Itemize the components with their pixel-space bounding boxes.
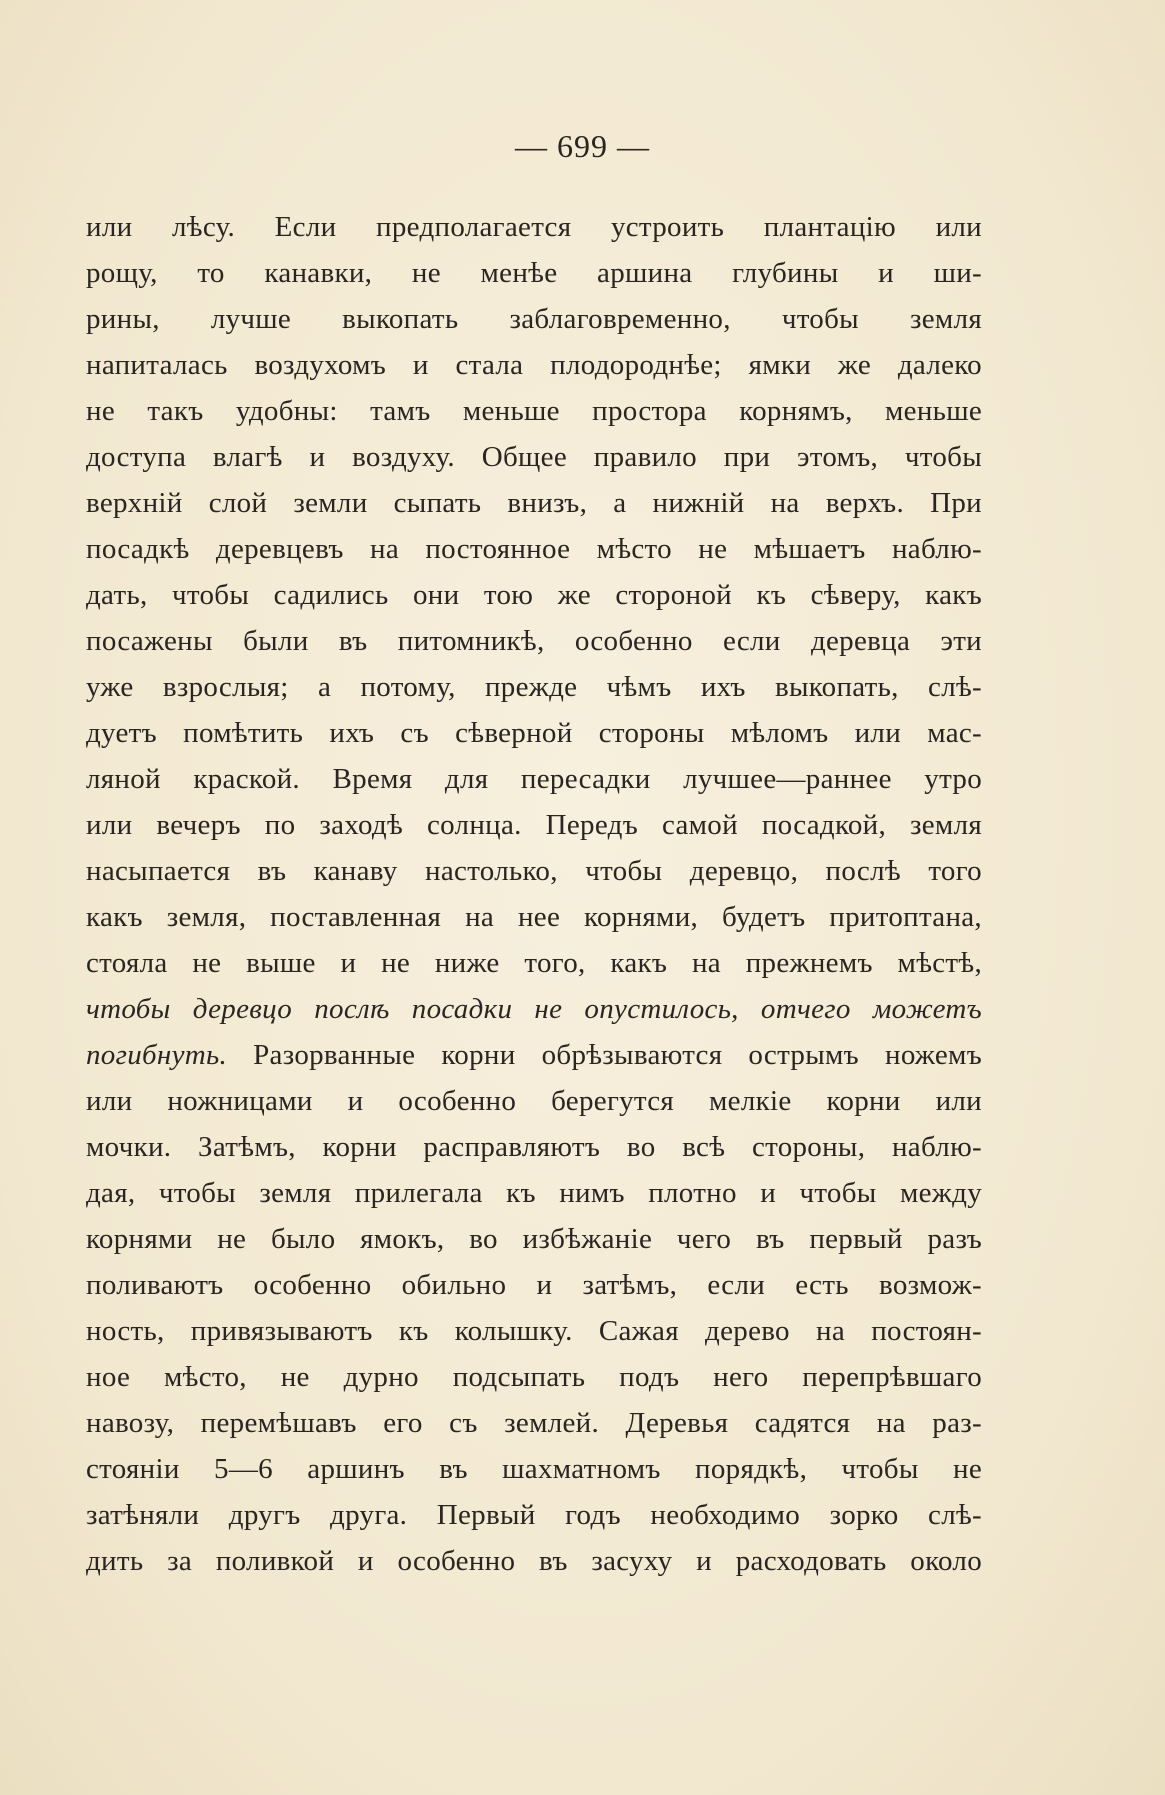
text-line: стояніи 5—6 аршинъ въ шахматномъ порядкѣ, чтобы не — [86, 1453, 982, 1485]
text-line: мочки. Затѣмъ, корни расправляютъ во всѣ стороны, наблю- — [86, 1131, 982, 1163]
text-line: ное мѣсто, не дурно подсыпать подъ него перепрѣвшаго — [86, 1361, 982, 1393]
text-line: рины, лучше выкопать заблаговременно, чтобы земля — [86, 303, 982, 335]
text-line: или вечеръ по заходѣ солнца. Передъ самой посадкой, земля — [86, 809, 982, 841]
text-line-italic: чтобы деревцо послѣ посадки не опустилось, отчего можетъ — [86, 993, 982, 1025]
text-line: поливаютъ особенно обильно и затѣмъ, если есть возмож- — [86, 1269, 982, 1301]
page-number: — 699 — — [515, 128, 650, 164]
text-line: ность, привязываютъ къ колышку. Сажая дерево на постоян- — [86, 1315, 982, 1347]
text-line: напиталась воздухомъ и стала плодороднѣе; ямки же далеко — [86, 349, 982, 381]
text-line: дить за поливкой и особенно въ засуху и расходовать около — [86, 1545, 982, 1577]
text-line: навозу, перемѣшавъ его съ землей. Деревья садятся на раз- — [86, 1407, 982, 1439]
text-line: посадкѣ деревцевъ на постоянное мѣсто не мѣшаетъ наблю- — [86, 533, 982, 565]
text-line: уже взрослыя; а потому, прежде чѣмъ ихъ выкопать, слѣ- — [86, 671, 982, 703]
text-line: рощу, то канавки, не менѣе аршина глубины и ши- — [86, 257, 982, 289]
text-line-mixed — [86, 1032, 982, 1078]
text-line: дуетъ помѣтить ихъ съ сѣверной стороны мѣломъ или мас- — [86, 717, 982, 749]
text-line: затѣняли другъ друга. Первый годъ необходимо зорко слѣ- — [86, 1499, 982, 1531]
text-fragment: Разорванные корни обрѣзываются острымъ ножемъ — [227, 1039, 982, 1071]
text-line: не такъ удобны: тамъ меньше простора корнямъ, меньше — [86, 395, 982, 427]
text-line: стояла не выше и не ниже того, какъ на прежнемъ мѣстѣ, — [86, 947, 982, 979]
text-line: верхній слой земли сыпать внизъ, а нижній на верхъ. При — [86, 487, 982, 519]
body-text — [86, 204, 982, 1584]
text-line: дать, чтобы садились они тою же стороной къ сѣверу, какъ — [86, 579, 982, 611]
text-line: какъ земля, поставленная на нее корнями, будетъ притоптана, — [86, 901, 982, 933]
text-line: или лѣсу. Если предполагается устроить плантацію или — [86, 211, 982, 243]
text-line: насыпается въ канаву настолько, чтобы деревцо, послѣ того — [86, 855, 982, 887]
text-line: посажены были въ питомникѣ, особенно если деревца эти — [86, 625, 982, 657]
text-line: корнями не было ямокъ, во избѣжаніе чего въ первый разъ — [86, 1223, 982, 1255]
text-line: или ножницами и особенно берегутся мелкіе корни или — [86, 1085, 982, 1117]
italic-fragment: погибнуть. — [86, 1039, 228, 1071]
text-line: дая, чтобы земля прилегала къ нимъ плотно и чтобы между — [86, 1177, 982, 1209]
text-line: доступа влагѣ и воздуху. Общее правило при этомъ, чтобы — [86, 441, 982, 473]
text-line: ляной краской. Время для пересадки лучшее—раннее утро — [86, 763, 982, 795]
